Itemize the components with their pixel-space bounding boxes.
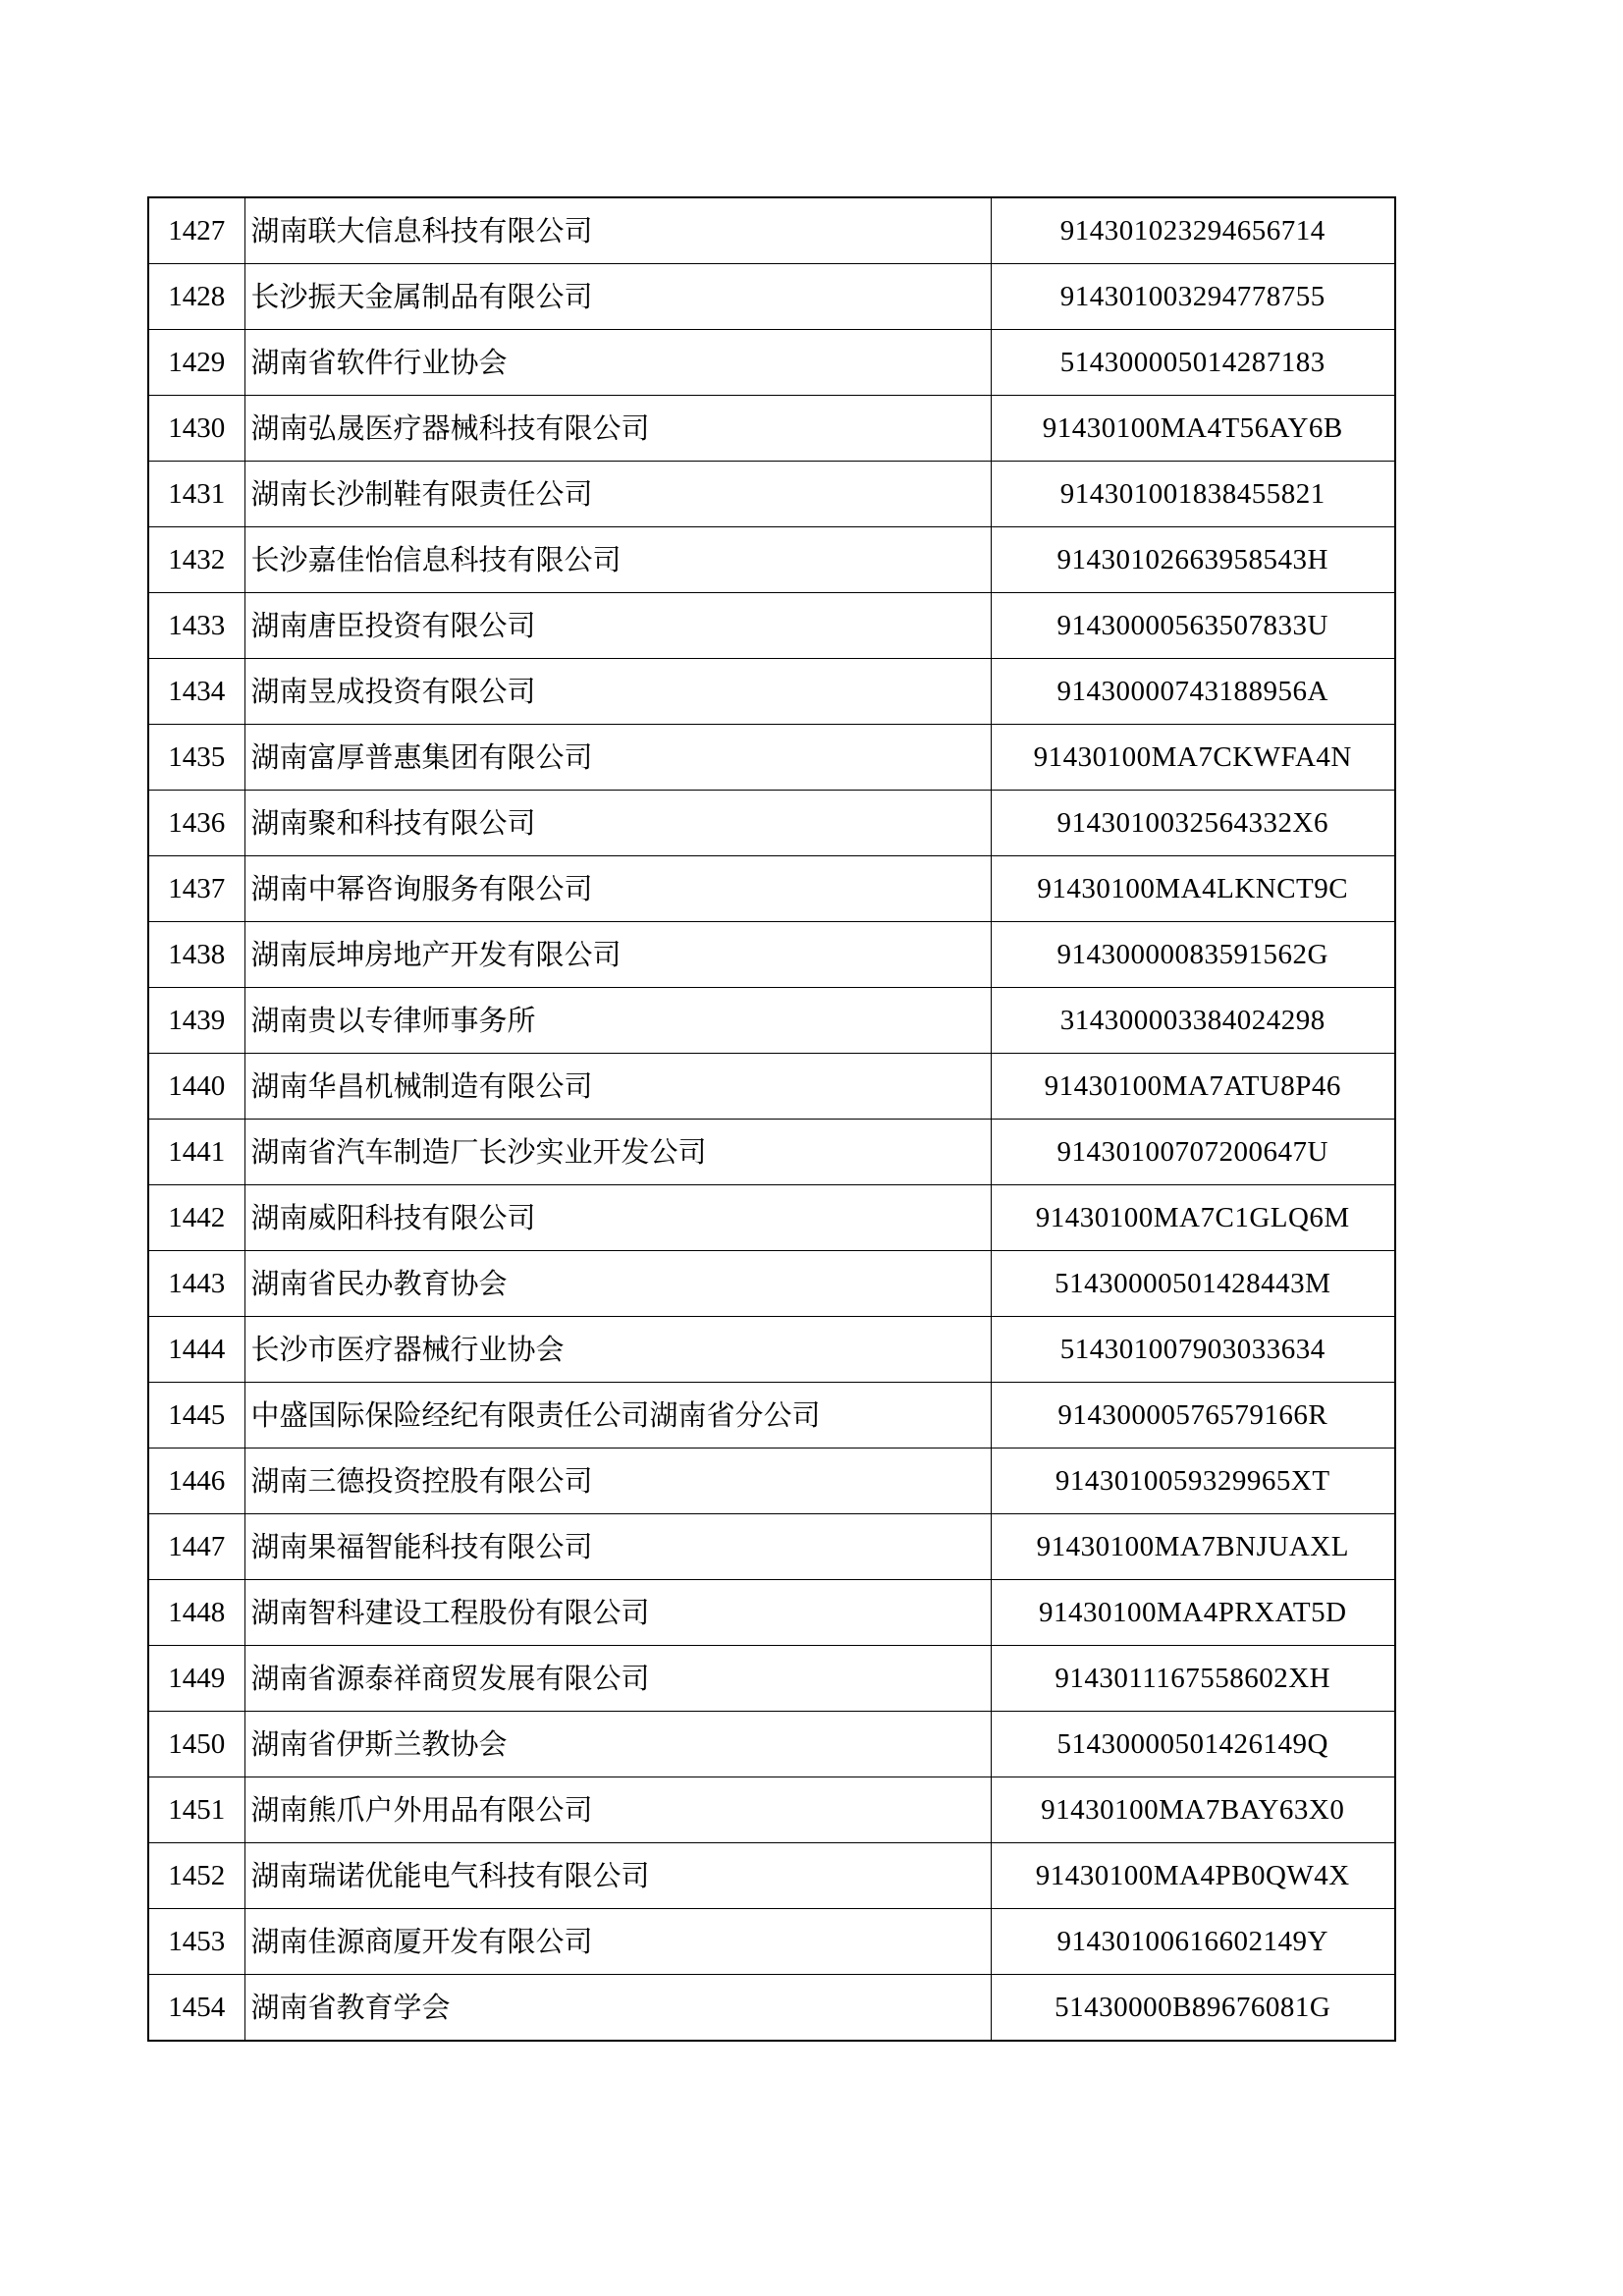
credit-code: 914301001838455821 [991, 462, 1395, 527]
organization-name: 湖南果福智能科技有限公司 [244, 1514, 991, 1580]
table-row [148, 988, 1395, 1054]
table-row [148, 593, 1395, 659]
row-number: 1429 [148, 330, 244, 396]
credit-code: 91430102663958543H [991, 527, 1395, 593]
row-number: 1441 [148, 1120, 244, 1185]
row-number: 1433 [148, 593, 244, 659]
organization-name: 湖南瑞诺优能电气科技有限公司 [244, 1843, 991, 1909]
row-number: 1453 [148, 1909, 244, 1975]
row-number: 1443 [148, 1251, 244, 1317]
row-number: 1432 [148, 527, 244, 593]
credit-code: 9143011167558602XH [991, 1646, 1395, 1712]
credit-code: 9143010059329965XT [991, 1449, 1395, 1514]
table-row [148, 1317, 1395, 1383]
row-number: 1449 [148, 1646, 244, 1712]
organization-name: 湖南熊爪户外用品有限公司 [244, 1777, 991, 1843]
table-row [148, 922, 1395, 988]
table-row [148, 1580, 1395, 1646]
table-row [148, 1514, 1395, 1580]
credit-code: 51430000B89676081G [991, 1975, 1395, 2042]
credit-code: 914301003294778755 [991, 264, 1395, 330]
credit-code: 91430100616602149Y [991, 1909, 1395, 1975]
credit-code: 514300005014287183 [991, 330, 1395, 396]
organization-name: 湖南昱成投资有限公司 [244, 659, 991, 725]
organization-name: 湖南富厚普惠集团有限公司 [244, 725, 991, 791]
organization-name: 湖南中幂咨询服务有限公司 [244, 856, 991, 922]
table-row [148, 1909, 1395, 1975]
organization-name: 湖南聚和科技有限公司 [244, 791, 991, 856]
row-number: 1428 [148, 264, 244, 330]
credit-code: 91430100MA4T56AY6B [991, 396, 1395, 462]
table-row [148, 1251, 1395, 1317]
row-number: 1444 [148, 1317, 244, 1383]
organization-name: 湖南联大信息科技有限公司 [244, 197, 991, 264]
table-row [148, 264, 1395, 330]
row-number: 1448 [148, 1580, 244, 1646]
table-row [148, 856, 1395, 922]
table-row [148, 462, 1395, 527]
table-row [148, 1777, 1395, 1843]
credit-code: 91430000083591562G [991, 922, 1395, 988]
row-number: 1436 [148, 791, 244, 856]
organization-name: 湖南省伊斯兰教协会 [244, 1712, 991, 1777]
table-row [148, 330, 1395, 396]
credit-code: 91430000576579166R [991, 1383, 1395, 1449]
row-number: 1451 [148, 1777, 244, 1843]
organization-name: 湖南智科建设工程股份有限公司 [244, 1580, 991, 1646]
row-number: 1437 [148, 856, 244, 922]
credit-code: 314300003384024298 [991, 988, 1395, 1054]
organization-name: 湖南省民办教育协会 [244, 1251, 991, 1317]
table-row [148, 527, 1395, 593]
organization-name: 湖南省汽车制造厂长沙实业开发公司 [244, 1120, 991, 1185]
organization-name: 湖南省源泰祥商贸发展有限公司 [244, 1646, 991, 1712]
organization-name: 湖南辰坤房地产开发有限公司 [244, 922, 991, 988]
table-row [148, 791, 1395, 856]
organization-name: 湖南长沙制鞋有限责任公司 [244, 462, 991, 527]
table-row [148, 1646, 1395, 1712]
credit-code: 91430100MA7ATU8P46 [991, 1054, 1395, 1120]
organization-name: 湖南唐臣投资有限公司 [244, 593, 991, 659]
credit-code: 91430100MA7BNJUAXL [991, 1514, 1395, 1580]
credit-code: 514301007903033634 [991, 1317, 1395, 1383]
table-row [148, 1449, 1395, 1514]
credit-code: 91430100MA4PB0QW4X [991, 1843, 1395, 1909]
row-number: 1439 [148, 988, 244, 1054]
records-table-body [148, 197, 1395, 2041]
records-table [147, 196, 1396, 2042]
credit-code: 91430100707200647U [991, 1120, 1395, 1185]
row-number: 1450 [148, 1712, 244, 1777]
row-number: 1430 [148, 396, 244, 462]
credit-code: 91430100MA4LKNCT9C [991, 856, 1395, 922]
row-number: 1447 [148, 1514, 244, 1580]
organization-name: 湖南威阳科技有限公司 [244, 1185, 991, 1251]
credit-code: 91430100MA7CKWFA4N [991, 725, 1395, 791]
credit-code: 91430100MA4PRXAT5D [991, 1580, 1395, 1646]
row-number: 1434 [148, 659, 244, 725]
table-row [148, 659, 1395, 725]
table-row [148, 1975, 1395, 2042]
row-number: 1440 [148, 1054, 244, 1120]
table-row [148, 197, 1395, 264]
organization-name: 湖南省教育学会 [244, 1975, 991, 2042]
row-number: 1445 [148, 1383, 244, 1449]
organization-name: 湖南三德投资控股有限公司 [244, 1449, 991, 1514]
table-row [148, 1712, 1395, 1777]
credit-code: 91430000743188956A [991, 659, 1395, 725]
table-row [148, 1054, 1395, 1120]
credit-code: 91430100MA7BAY63X0 [991, 1777, 1395, 1843]
row-number: 1446 [148, 1449, 244, 1514]
credit-code: 91430000563507833U [991, 593, 1395, 659]
organization-name: 湖南华昌机械制造有限公司 [244, 1054, 991, 1120]
credit-code: 914301023294656714 [991, 197, 1395, 264]
organization-name: 湖南佳源商厦开发有限公司 [244, 1909, 991, 1975]
table-row [148, 1383, 1395, 1449]
table-row [148, 1843, 1395, 1909]
row-number: 1454 [148, 1975, 244, 2042]
credit-code: 9143010032564332X6 [991, 791, 1395, 856]
table-row [148, 396, 1395, 462]
organization-name: 湖南贵以专律师事务所 [244, 988, 991, 1054]
organization-name: 中盛国际保险经纪有限责任公司湖南省分公司 [244, 1383, 991, 1449]
table-row [148, 1185, 1395, 1251]
row-number: 1442 [148, 1185, 244, 1251]
row-number: 1427 [148, 197, 244, 264]
table-row [148, 1120, 1395, 1185]
row-number: 1452 [148, 1843, 244, 1909]
table-row [148, 725, 1395, 791]
credit-code: 51430000501428443M [991, 1251, 1395, 1317]
row-number: 1438 [148, 922, 244, 988]
organization-name: 长沙市医疗器械行业协会 [244, 1317, 991, 1383]
organization-name: 长沙振天金属制品有限公司 [244, 264, 991, 330]
row-number: 1435 [148, 725, 244, 791]
organization-name: 湖南弘晟医疗器械科技有限公司 [244, 396, 991, 462]
row-number: 1431 [148, 462, 244, 527]
organization-name: 湖南省软件行业协会 [244, 330, 991, 396]
credit-code: 91430100MA7C1GLQ6M [991, 1185, 1395, 1251]
organization-name: 长沙嘉佳怡信息科技有限公司 [244, 527, 991, 593]
credit-code: 51430000501426149Q [991, 1712, 1395, 1777]
